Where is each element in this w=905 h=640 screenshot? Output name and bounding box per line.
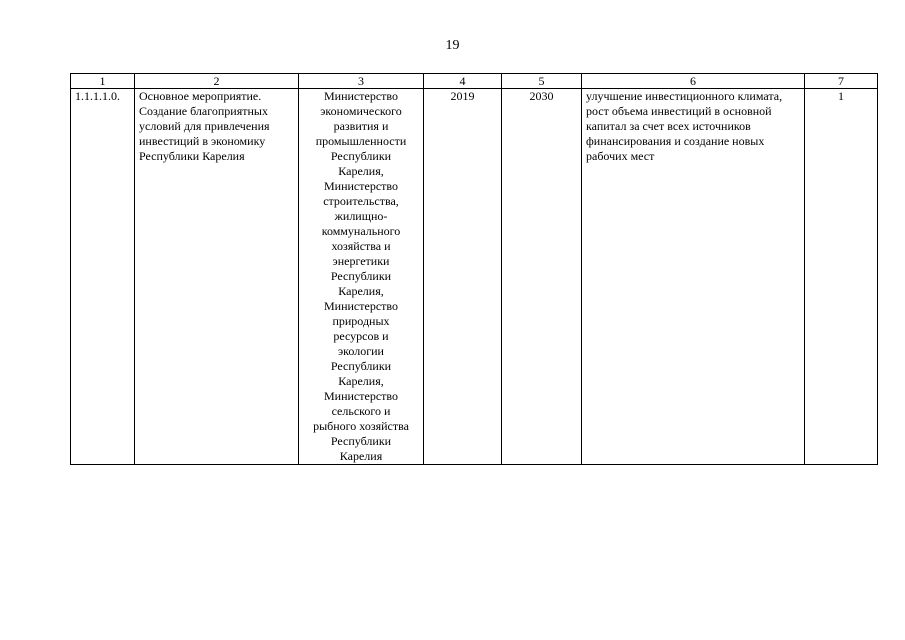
activity-name-line: условий для привлечения xyxy=(139,119,270,133)
activity-name-line: Создание благоприятных xyxy=(139,104,268,118)
executor-line: Министерство xyxy=(324,89,398,103)
result-line: улучшение инвестиционного климата, xyxy=(586,89,783,103)
activity-name-line: инвестиций в экономику xyxy=(139,134,266,148)
cell-code: 1.1.1.1.0. xyxy=(71,89,135,465)
executor-line: Карелия xyxy=(339,449,383,463)
activity-name-line: Республики Карелия xyxy=(139,149,245,163)
activity-name-line: Основное мероприятие. xyxy=(139,89,262,103)
header-row xyxy=(71,74,878,89)
executor-line: Республики xyxy=(330,359,392,373)
executor-line: хозяйства и xyxy=(331,239,391,253)
result-line: рост объема инвестиций в основной xyxy=(586,104,772,118)
cell-start-year: 2019 xyxy=(424,89,502,465)
table-row xyxy=(71,89,878,465)
executor-line: ресурсов и xyxy=(333,329,389,343)
executor-line: Республики xyxy=(330,149,392,163)
executor-line: природных xyxy=(332,314,390,328)
program-table xyxy=(70,73,878,465)
cell-indicator-link: 1 xyxy=(805,89,878,465)
result-line: рабочих мест xyxy=(586,149,655,163)
executor-line: рыбного хозяйства xyxy=(313,419,409,433)
header-col-1: 1 xyxy=(71,74,135,89)
result-line: капитал за счет всех источников xyxy=(586,119,751,133)
executor-line: строительства, xyxy=(323,194,399,208)
executor-line: экологии xyxy=(338,344,384,358)
executor-line: Республики xyxy=(330,269,392,283)
executor-line: Карелия, xyxy=(338,164,384,178)
cell-end-year: 2030 xyxy=(502,89,582,465)
executor-line: сельского и xyxy=(331,404,391,418)
executor-line: коммунального xyxy=(321,224,401,238)
executor-line: энергетики xyxy=(332,254,390,268)
executor-line: Министерство xyxy=(324,389,398,403)
header-col-3: 3 xyxy=(299,74,424,89)
result-line: финансирования и создание новых xyxy=(586,134,765,148)
executor-line: жилищно- xyxy=(334,209,388,223)
cell-activity-name xyxy=(135,89,299,465)
header-col-5: 5 xyxy=(502,74,582,89)
header-col-7: 7 xyxy=(805,74,878,89)
executor-line: промышленности xyxy=(315,134,407,148)
executor-line: развития и xyxy=(333,119,389,133)
executor-line: Министерство xyxy=(324,179,398,193)
executor-line: Республики xyxy=(330,434,392,448)
page-number: 19 xyxy=(445,38,460,53)
cell-executors xyxy=(299,89,424,465)
header-col-4: 4 xyxy=(424,74,502,89)
header-col-2: 2 xyxy=(135,74,299,89)
header-col-6: 6 xyxy=(582,74,805,89)
executor-line: Карелия, xyxy=(338,284,384,298)
executor-line: экономического xyxy=(320,104,402,118)
executor-line: Министерство xyxy=(324,299,398,313)
executor-line: Карелия, xyxy=(338,374,384,388)
cell-expected-result xyxy=(582,89,805,465)
